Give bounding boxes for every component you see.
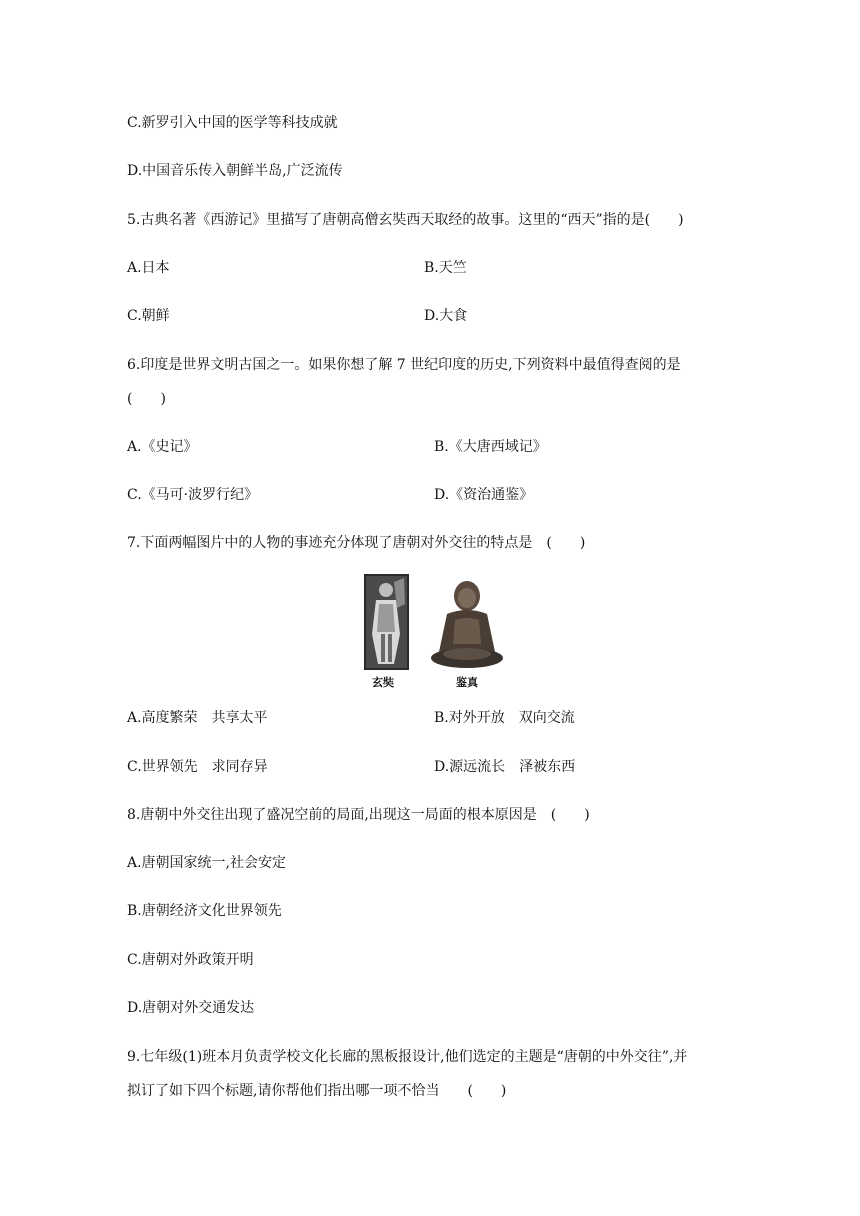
question-9-line-1: 9.七年级(1)班本月负责学校文化长廊的黑板报设计,他们选定的主题是“唐朝的中外交往”,并 [127, 1049, 688, 1065]
option-6c: C.《马可·波罗行纪》 [127, 487, 259, 503]
question-7: 7.下面两幅图片中的人物的事迹充分体现了唐朝对外交往的特点是 ( ) [127, 535, 586, 551]
question-8: 8.唐朝中外交往出现了盛况空前的局面,出现这一局面的根本原因是 ( ) [127, 807, 590, 823]
option-6b: B.《大唐西域记》 [434, 439, 547, 455]
option-4d: D.中国音乐传入朝鲜半岛,广泛流传 [127, 163, 343, 179]
option-5b: B.天竺 [424, 260, 467, 276]
option-5a: A.日本 [127, 260, 170, 276]
option-8d: D.唐朝对外交通发达 [127, 1000, 255, 1016]
option-7b: B.对外开放 双向交流 [434, 710, 575, 726]
question-6: 6.印度是世界文明古国之一。如果你想了解 7 世纪印度的历史,下列资料中最值得查阅的是 [127, 357, 681, 373]
option-8a: A.唐朝国家统一,社会安定 [127, 855, 287, 871]
option-7a: A.高度繁荣 共享太平 [127, 710, 268, 726]
option-5d: D.大食 [424, 308, 468, 324]
question-9-line-2: 拟订了如下四个标题,请你帮他们指出哪一项不恰当 ( ) [127, 1083, 507, 1099]
option-8b: B.唐朝经济文化世界领先 [127, 903, 282, 919]
question-5: 5.古典名著《西游记》里描写了唐朝高僧玄奘西天取经的故事。这里的“西天”指的是( ) [127, 212, 684, 228]
option-4c: C.新罗引入中国的医学等科技成就 [127, 115, 338, 131]
xuanzang-caption: 玄奘 [372, 676, 394, 689]
option-5c: C.朝鲜 [127, 308, 170, 324]
question-6-paren: ( ) [127, 391, 166, 407]
option-6a: A.《史记》 [127, 439, 198, 455]
option-7d: D.源远流长 泽被东西 [434, 759, 576, 775]
option-8c: C.唐朝对外政策开明 [127, 952, 254, 968]
xuanzang-image [364, 574, 409, 670]
jianzhen-image [429, 574, 506, 670]
option-7c: C.世界领先 求同存异 [127, 759, 268, 775]
option-6d: D.《资治通鉴》 [434, 487, 534, 503]
jianzhen-caption: 鉴真 [456, 676, 478, 689]
